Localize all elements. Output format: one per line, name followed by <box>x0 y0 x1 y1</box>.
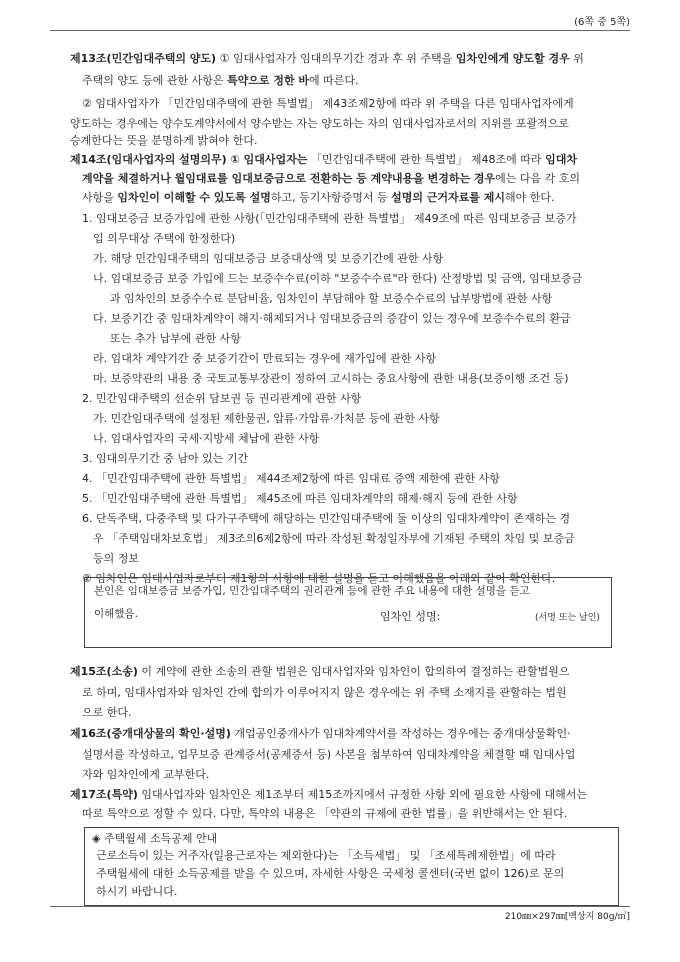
item1-da-line2: 또는 추가 납부에 관한 사항 <box>110 332 241 345</box>
art13-text: 위 <box>569 52 584 65</box>
art15-line2: 로 하며, 임대사업자와 임차인 간에 합의가 이루어지지 않은 경우에는 위 주택 소재지를 관할하는 법원 <box>82 686 567 699</box>
art14-text: 에는 다음 각 호의 <box>495 172 581 185</box>
item1-da-line1: 다. 보증기간 중 임대차계약이 해지·해제되거나 임대보증금의 증감이 있는 경우에 보증수수료의 환급 <box>93 312 571 325</box>
item2-na: 나. 임대사업자의 국세·지방세 체납에 관한 사항 <box>93 432 320 445</box>
art14-emph: 임대차 <box>545 153 577 166</box>
art13-emph: 특약으로 정한 바 <box>227 74 310 87</box>
item1-ga: 가. 해당 민간임대주택의 임대보증금 보증대상액 및 보증기간에 관한 사항 <box>93 252 444 265</box>
art13-text: 주택의 양도 등에 관한 사항은 <box>82 74 227 87</box>
item3: 3. 임대의무기간 중 남아 있는 기간 <box>82 452 249 465</box>
tax-notice-line1: 근로소득이 있는 거주자(일용근로자는 제외한다)는 「소득세법」 및 「조세특례제한법」에 따라 <box>96 849 556 862</box>
item1-line2: 입 의무대상 주택에 한정한다) <box>93 232 236 245</box>
art13-text: 에 따른다. <box>309 74 359 87</box>
art15-line3: 으로 한다. <box>82 706 132 719</box>
art17-line2: 따로 특약으로 정할 수 있다. 다만, 특약의 내용은 「약관의 규제에 관한 법률」을 위반해서는 안 된다. <box>82 807 568 820</box>
art13-line4: 양도하는 경우에는 양수도계약서에서 양수받는 자는 양도하는 자의 임대사업자로서의 지위를 포괄적으로 <box>70 117 570 130</box>
art14-emph: 임차인이 이해할 수 있도록 설명 <box>117 191 271 204</box>
art15-title: 제15조(소송) <box>70 665 138 678</box>
page-number: (6쪽 중 5쪽) <box>574 17 630 28</box>
paper-spec: 210㎜×297㎜[백상지 80g/㎡] <box>504 912 630 922</box>
item4: 4. 「민간임대주택에 관한 특별법」 제44조제2항에 따른 임대료 증액 제한에 관한 사항 <box>82 472 500 485</box>
art14-emph: 설명의 근거자료를 제시 <box>391 191 506 204</box>
item1-na-line2: 과 임차인의 보증수수료 분담비율, 임차인이 부담해야 할 보증수수료의 납부방법에 관한 사항 <box>110 292 553 305</box>
confirm-text-line2: 이해했음. <box>94 608 138 620</box>
tax-notice-heading: ◈ 주택월세 소득공제 안내 <box>92 832 218 845</box>
art14-title: 제14조(임대사업자의 설명의무) <box>70 153 227 166</box>
tax-notice-line2: 주택월세에 대한 소득공제를 받을 수 있으며, 자세한 사항은 국세청 콜센터(국번 없이 126)로 문의 <box>96 867 565 880</box>
top-divider <box>50 30 630 31</box>
item2-ga: 가. 민간임대주택에 설정된 제한물권, 압류·가압류·가처분 등에 관한 사항 <box>93 412 440 425</box>
tenant-signature-label: 임차인 성명: <box>380 610 441 623</box>
art13-emph: 임차인에게 양도할 경우 <box>455 52 570 65</box>
art16-line3: 자와 임차인에게 교부한다. <box>82 768 210 781</box>
signature-hint: (서명 또는 날인) <box>535 613 600 623</box>
art13-line3: ② 임대사업자가 「민간임대주택에 관한 특별법」 제43조제2항에 따라 위 주택을 다른 임대사업자에게 <box>82 97 574 110</box>
item6-line1: 6. 단독주택, 다중주택 및 다가구주택에 해당하는 민간임대주택에 둘 이상의 임대차계약이 존재하는 경 <box>82 512 571 525</box>
art14-text: 하고, 등기사항증명서 등 <box>270 191 392 204</box>
item1-ra: 라. 임대차 계약기간 중 보증기간이 만료되는 경우에 재가입에 관한 사항 <box>93 352 437 365</box>
art15-line1 <box>70 665 570 679</box>
art13-line1 <box>70 52 584 66</box>
item6-line3: 등의 정보 <box>93 552 140 565</box>
art14-text: 「민간임대주택에 관한 특별법」 제48조에 따라 <box>307 153 546 166</box>
art16-line1 <box>70 727 571 741</box>
art14-line3 <box>82 191 555 205</box>
art16-line2: 설명서를 작성하고, 업무보증 관계증서(공제증서 등) 사본을 첨부하여 임대차계약을 체결할 때 임대사업 <box>82 748 576 761</box>
art13-title: 제13조(민간임대주택의 양도) <box>70 52 217 65</box>
art13-line2 <box>82 74 359 88</box>
art14-line2 <box>82 172 580 186</box>
item1-line1: 1. 임대보증금 보증가입에 관한 사항(「민간임대주택에 관한 특별법」 제49조에 따른 임대보증금 보증가 <box>82 212 577 225</box>
item1-ma: 마. 보증약관의 내용 중 국토교통부장관이 정하여 고시하는 중요사항에 관한 내용(보증이행 조건 등) <box>93 372 569 385</box>
art13-text: ① 임대사업자가 임대의무기간 경과 후 위 주택을 <box>216 52 456 65</box>
art17-line1 <box>70 788 587 802</box>
tax-notice-line3: 하시기 바랍니다. <box>96 885 178 898</box>
art14-text: 해야 한다. <box>505 191 555 204</box>
art16-text: 개업공인중개사가 임대차계약서를 작성하는 경우에는 중개대상물확인· <box>230 727 571 740</box>
confirm-text-line1: 본인은 임대보증금 보증가입, 민간임대주택의 권리관계 등에 관한 주요 내용에 대한 설명을 듣고 <box>94 585 530 597</box>
art14-text: 사항을 <box>82 191 118 204</box>
item2: 2. 민간임대주택의 선순위 담보권 등 권리관계에 관한 사항 <box>82 392 362 405</box>
art14-para2: ② 임차인은 임대사업자로부터 제1항의 사항에 대한 설명을 듣고 이해했음을 아래와 같이 확인한다. <box>82 572 556 585</box>
art14-emph: ① 임대사업자는 <box>226 153 308 166</box>
item5: 5. 「민간임대주택에 관한 특별법」 제45조에 따른 임대차계약의 해제·해지 등에 관한 사항 <box>82 492 518 505</box>
art13-line5: 승계한다는 뜻을 분명하게 밝혀야 한다. <box>70 134 258 147</box>
bottom-divider <box>50 906 630 907</box>
item6-line2: 우 「주택임대차보호법」 제3조의6제2항에 따라 작성된 확정일자부에 기재된 주택의 차임 및 보증금 <box>93 532 575 545</box>
art17-title: 제17조(특약) <box>70 788 138 801</box>
art17-text: 임대사업자와 임차인은 제1조부터 제15조까지에서 규정한 사항 외에 필요한 사항에 대해서는 <box>137 788 587 801</box>
item1-na-line1: 나. 임대보증금 보증 가입에 드는 보증수수료(이하 "보증수수료"라 한다) 산정방법 및 금액, 임대보증금 <box>93 272 583 285</box>
art15-text: 이 계약에 관한 소송의 관할 법원은 임대사업자와 임차인이 합의하여 결정하는 관할법원으 <box>137 665 570 678</box>
art16-title: 제16조(중개대상물의 확인·설명) <box>70 727 231 740</box>
art14-emph: 계약을 체결하거나 월임대료를 임대보증금으로 전환하는 등 계약내용을 변경하는 경우 <box>82 172 496 185</box>
art14-line1 <box>70 153 577 167</box>
